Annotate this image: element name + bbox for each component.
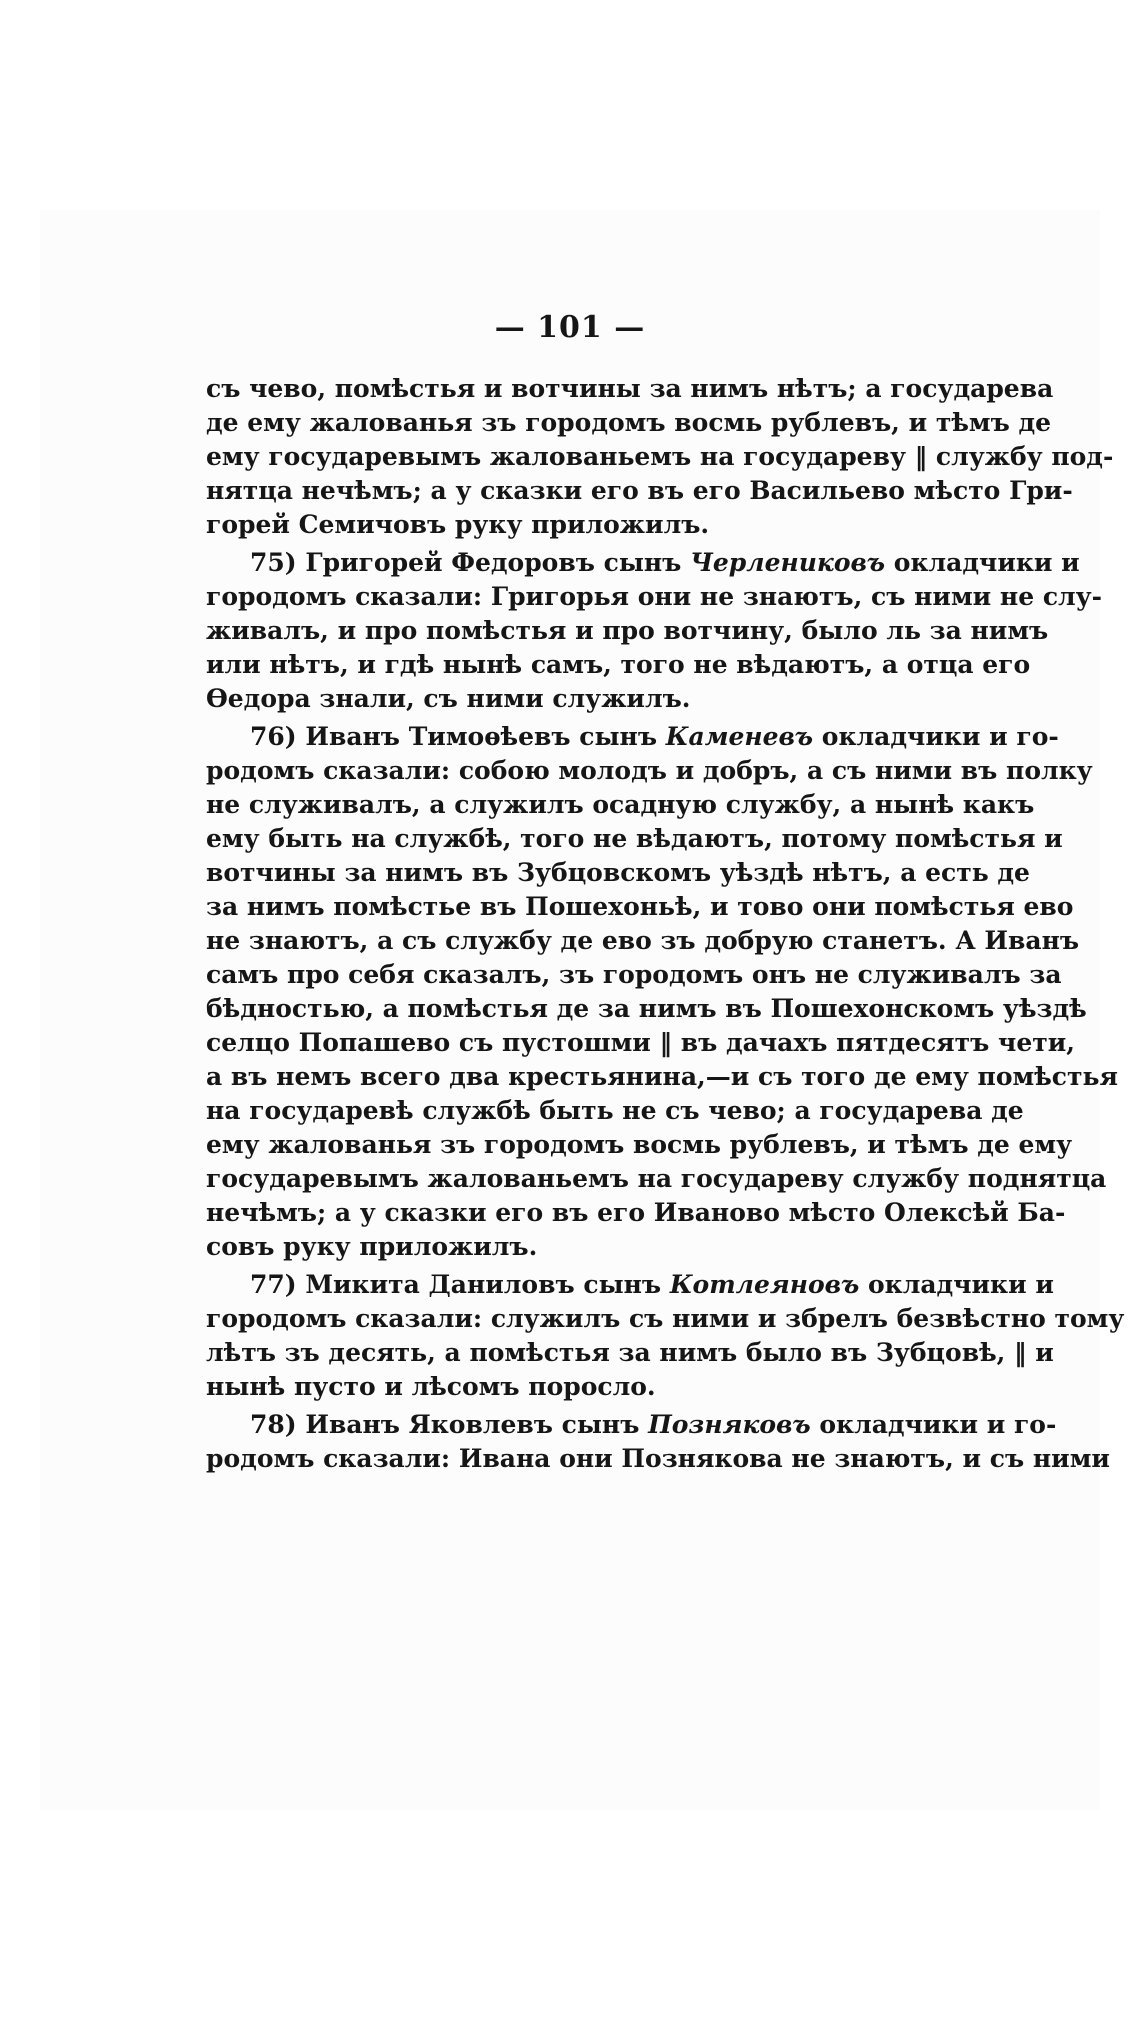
text-line: а въ немъ всего два крестьянина,—и съ того де ему помѣстья [206,1062,1118,1091]
text-line: городомъ сказали: служилъ съ ними и збрелъ безвѣстно тому [206,1304,1125,1333]
text-line: де ему жалованья зъ городомъ восмь рублевъ, и тѣмъ де [206,408,1052,437]
text-line: горей Семичовъ руку приложилъ. [206,510,710,539]
text-line: не знаютъ, а съ службу де ево зъ добрую станетъ. А Иванъ [206,926,1080,955]
entry-surname: Котлеяновъ [669,1270,860,1299]
text-line: городомъ сказали: Григорья они не знаютъ, съ ними не слу- [206,582,1103,611]
text-line: или нѣтъ, и гдѣ нынѣ самъ, того не вѣдаютъ, а отца его [206,650,1031,679]
continuation-paragraph [206,372,1114,542]
text-line: ему быть на службѣ, того не вѣдаютъ, потому помѣстья и [206,824,1063,853]
text-line: ему государевымъ жалованьемъ на государеву ‖ службу под- [206,442,1114,471]
entry-heading-tail: окладчики и го- [810,1410,1057,1439]
text-line: нечѣмъ; а у сказки его въ его Иваново мѣсто Олексѣй Ба- [206,1198,1066,1227]
entry-heading-line [206,1408,1057,1442]
entry-heading-tail: окладчики и [859,1270,1054,1299]
entry-75 [206,546,1103,716]
entry-heading-line [206,546,1080,580]
text-line: нятца нечѣмъ; а у сказки его въ его Васильево мѣсто Гри- [206,476,1073,505]
entry-surname: Каменевъ [665,722,814,751]
text-line: не служивалъ, а служилъ осадную службу, а нынѣ какъ [206,790,1035,819]
text-line: съ чево, помѣстья и вотчины за нимъ нѣтъ; а государева [206,374,1054,403]
entry-number-and-name: 78) Иванъ Яковлевъ сынъ [250,1410,649,1439]
entry-number-and-name: 76) Иванъ Тимоѳѣевъ сынъ [250,722,666,751]
entry-number-and-name: 77) Микита Даниловъ сынъ [250,1270,670,1299]
text-line: ему жалованья зъ городомъ восмь рублевъ, и тѣмъ де ему [206,1130,1073,1159]
text-line: нынѣ пусто и лѣсомъ поросло. [206,1372,656,1401]
text-line: Ѳедора знали, съ ними служилъ. [206,684,691,713]
text-line: государевымъ жалованьемъ на государеву службу поднятца [206,1164,1107,1193]
text-line: бѣдностью, а помѣстья де за нимъ въ Пошехонскомъ уѣздѣ [206,994,1087,1023]
entry-number-and-name: 75) Григорей Федоровъ сынъ [250,548,691,577]
entry-heading-line [206,720,1059,754]
entry-heading-tail: окладчики и го- [813,722,1059,751]
text-line: на государевѣ службѣ быть не съ чево; а государева де [206,1096,1024,1125]
text-line: самъ про себя сказалъ, зъ городомъ онъ не служивалъ за [206,960,1062,989]
text-line: за нимъ помѣстье въ Пошехоньѣ, и тово они помѣстья ево [206,892,1074,921]
text-line: лѣтъ зъ десять, а помѣстья за нимъ было въ Зубцовѣ, ‖ и [206,1338,1054,1367]
entry-heading-tail: окладчики и [885,548,1080,577]
entry-surname: Позняковъ [648,1410,811,1439]
text-line: родомъ сказали: собою молодъ и добръ, а съ ними въ полку [206,756,1093,785]
text-line: совъ руку приложилъ. [206,1232,538,1261]
entry-76 [206,720,1118,1264]
entry-heading-line [206,1268,1054,1302]
text-line: родомъ сказали: Ивана они Познякова не знаютъ, и съ ними [206,1444,1110,1473]
entry-77 [206,1268,1125,1404]
text-line: селцо Попашево съ пустошми ‖ въ дачахъ пятдесятъ чети, [206,1028,1075,1057]
page-number: — 101 — [494,310,646,345]
entry-surname: Черлениковъ [690,548,886,577]
text-line: вотчины за нимъ въ Зубцовскомъ уѣздѣ нѣтъ, а есть де [206,858,1030,887]
text-body [206,372,1125,1476]
entry-78 [206,1408,1110,1476]
text-line: живалъ, и про помѣстья и про вотчину, было ль за нимъ [206,616,1049,645]
